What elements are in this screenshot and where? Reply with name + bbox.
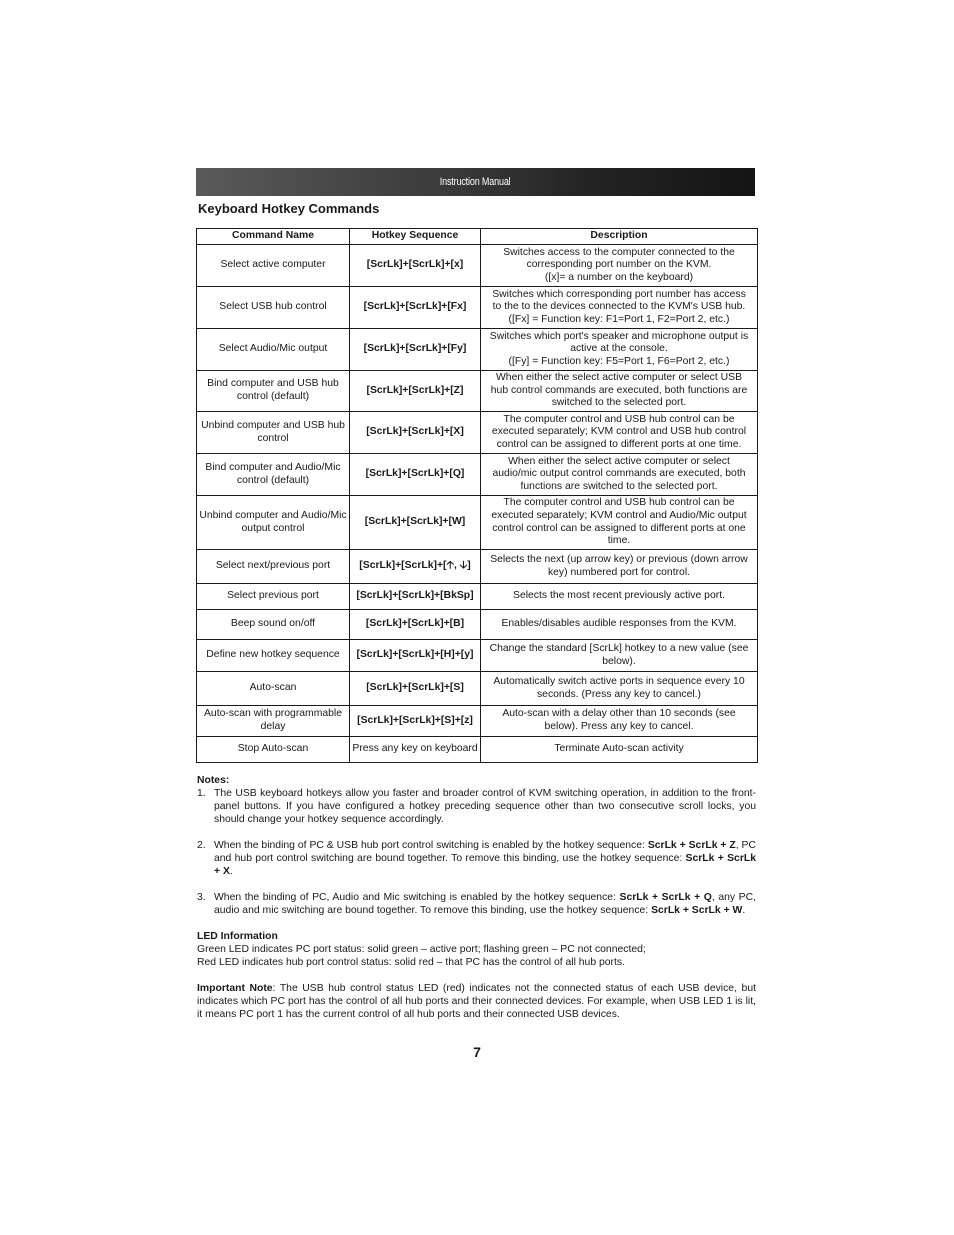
hotkey-sequence: [ScrLk]+[ScrLk]+[B] (350, 610, 481, 640)
desc-line: Selects the most recent previously active port. (513, 590, 725, 602)
desc-line: Switches which corresponding port number has access (492, 288, 746, 300)
description (481, 737, 758, 763)
table-row (197, 640, 758, 672)
description (481, 584, 758, 610)
desc-line: hub control commands are executed, both functions are (490, 384, 748, 396)
hotkey-sequence: [ScrLk]+[ScrLk]+[Q] (350, 454, 481, 496)
notes-heading: Notes: (197, 775, 230, 786)
desc-line: switched to the selected port. (551, 397, 687, 409)
hotkey-bold: ScrLk + ScrLk + Z (647, 840, 736, 851)
command-name: Stop Auto-scan (197, 737, 350, 763)
desc-line: ([Fy] = Function key: F5=Port 1, F6=Port 2, etc.) (508, 355, 730, 367)
desc-line: executed separately; KVM control and USB hub control (491, 426, 747, 438)
led-line-green: Green LED indicates PC port status: solid green – active port; flashing green – PC not connected; (197, 944, 646, 955)
command-name: Unbind computer and Audio/Mic output control (197, 496, 350, 550)
column-header-command: Command Name (197, 229, 350, 245)
description (481, 245, 758, 287)
desc-line: functions are switched to the selected port. (520, 480, 718, 492)
hotkey-suffix: ] (467, 560, 471, 572)
column-header-hotkey: Hotkey Sequence (350, 229, 481, 245)
table-row (197, 550, 758, 584)
hotkey-sequence: [ScrLk]+[ScrLk]+[H]+[y] (350, 640, 481, 672)
hotkey-bold: ScrLk + ScrLk + X (214, 853, 756, 877)
description (481, 640, 758, 672)
hotkey-sequence: Press any key on keyboard (350, 737, 481, 763)
important-note (197, 982, 756, 1021)
desc-line: below). Press any key to cancel. (544, 721, 694, 732)
note-item (197, 891, 756, 917)
page-number: 7 (473, 1044, 481, 1060)
desc-line: ([x]= a number on the keyboard) (544, 271, 694, 283)
desc-line: The computer control and USB hub control can be (503, 413, 735, 425)
table-row (197, 610, 758, 640)
hotkey-sequence: [ScrLk]+[ScrLk]+[BkSp] (350, 584, 481, 610)
desc-line: key) numbered port for control. (547, 566, 691, 578)
hotkey-sequence: [ScrLk]+[ScrLk]+[Z] (350, 371, 481, 412)
description (481, 287, 758, 329)
column-header-description: Description (481, 229, 758, 245)
description (481, 329, 758, 371)
section-title: Keyboard Hotkey Commands (198, 201, 380, 216)
desc-line: Change the standard [ScrLk] hotkey to a new value (see (489, 642, 749, 654)
desc-line: time. (607, 535, 631, 547)
description (481, 550, 758, 584)
table-row (197, 737, 758, 763)
command-name: Auto-scan with programmable delay (197, 706, 350, 737)
desc-line: Automatically switch active ports in sequence every 10 (493, 675, 745, 687)
desc-line: Enables/disables audible responses from the KVM. (501, 618, 737, 630)
desc-line: ([Fx] = Function key: F1=Port 1, F2=Port 2, etc.) (508, 313, 730, 325)
up-arrow-icon: 🡡 (446, 560, 454, 572)
desc-line: control can be assigned to different ports at one time. (496, 438, 742, 450)
desc-line: active at the console. (570, 343, 668, 355)
note-item (197, 839, 756, 878)
table-row (197, 454, 758, 496)
table-row (197, 672, 758, 706)
command-name: Define new hotkey sequence (197, 640, 350, 672)
hotkey-table (196, 228, 758, 763)
table-row (197, 412, 758, 454)
note-text-part: When the binding of PC, Audio and Mic switching is enabled by the hotkey sequence: (214, 892, 620, 903)
command-name: Select active computer (197, 245, 350, 287)
command-name: Unbind computer and USB hub control (197, 412, 350, 454)
note-number: 1. (197, 788, 206, 799)
command-name: Bind computer and Audio/Mic control (default) (197, 454, 350, 496)
desc-line: seconds. (Press any key to cancel.) (536, 688, 701, 700)
desc-line: below). (602, 655, 636, 667)
desc-line: When either the select active computer or select USB (495, 372, 743, 384)
down-arrow-icon: 🡣 (459, 560, 468, 572)
note-text: The USB keyboard hotkeys allow you faster and broader control of KVM switching operation, in addition to the front-panel buttons. If you have configured a hotkey preceding sequence other than two consecutive scroll locks, you should change your hotkey sequence accordingly. (214, 788, 756, 825)
desc-line: audio/mic output control commands are executed, both (492, 468, 746, 480)
hotkey-sequence: [ScrLk]+[ScrLk]+[W] (350, 496, 481, 550)
table-row (197, 287, 758, 329)
description (481, 454, 758, 496)
command-name: Auto-scan (197, 672, 350, 706)
table-row (197, 245, 758, 287)
table-row (197, 496, 758, 550)
note-text-part: When the binding of PC & USB hub port control switching is enabled by the hotkey sequence: (214, 840, 648, 851)
note-text-part: , any PC, audio and mic switching are bound together. To remove this binding, use the hotkey sequence: (214, 892, 756, 916)
note-text (214, 839, 756, 878)
desc-line: executed separately; KVM control and Audio/Mic output (491, 509, 747, 521)
table-row (197, 584, 758, 610)
desc-line: corresponding port number on the KVM. (526, 259, 712, 271)
description (481, 610, 758, 640)
note-text-part: . (742, 905, 746, 916)
description (481, 706, 758, 737)
hotkey-sequence (350, 550, 481, 584)
hotkey-bold: ScrLk + ScrLk + W (651, 905, 743, 916)
note-text (214, 891, 756, 917)
description (481, 371, 758, 412)
command-name: Beep sound on/off (197, 610, 350, 640)
header-banner (196, 168, 755, 196)
hotkey-sequence: [ScrLk]+[ScrLk]+[X] (350, 412, 481, 454)
hotkey-sequence: [ScrLk]+[ScrLk]+[x] (350, 245, 481, 287)
table-row (197, 371, 758, 412)
desc-line: Switches access to the computer connected to the (503, 246, 735, 258)
notes-section (197, 774, 756, 1021)
hotkey-sequence: [ScrLk]+[ScrLk]+[S] (350, 672, 481, 706)
banner-title: Instruction Manual (440, 176, 511, 188)
command-name: Select next/previous port (197, 550, 350, 584)
table-header-row (197, 229, 758, 245)
desc-line: The computer control and USB hub control can be (503, 497, 735, 509)
command-name: Select previous port (197, 584, 350, 610)
hotkey-bold: ScrLk + ScrLk + Q (619, 892, 712, 903)
command-name: Bind computer and USB hub control (default) (197, 371, 350, 412)
command-name: Select USB hub control (197, 287, 350, 329)
led-heading: LED Information (197, 931, 278, 942)
table-row (197, 706, 758, 737)
note-item (197, 787, 756, 826)
note-text-part: , PC and hub port control switching are bound together. To remove this binding, use the hotkey sequence: (214, 840, 756, 864)
description (481, 496, 758, 550)
desc-line: Terminate Auto-scan activity (554, 743, 684, 755)
desc-line: Switches which port's speaker and microphone output is (489, 330, 749, 342)
important-note-text: : The USB hub control status LED (red) indicates not the connected status of each USB device, but indicates which PC port has the control of all hub ports and their connected devices. For example, when USB LED 1 is lit, it means PC port 1 has the current control of all hub ports and their connected USB devices. (197, 983, 756, 1020)
arrow-separator: , (453, 560, 460, 572)
hotkey-sequence: [ScrLk]+[ScrLk]+[S]+[z] (350, 706, 481, 737)
important-note-label: Important Note (197, 983, 273, 994)
led-line-red: Red LED indicates hub port control status: solid red – that PC has the control of all hub ports. (197, 957, 625, 968)
hotkey-prefix: [ScrLk]+[ScrLk]+[ (359, 560, 447, 572)
desc-line: control control can be assigned to different ports at one (492, 522, 746, 534)
hotkey-sequence: [ScrLk]+[ScrLk]+[Fy] (350, 329, 481, 371)
note-number: 2. (197, 840, 206, 851)
desc-line: Auto-scan with a delay other than 10 seconds (see (502, 708, 736, 720)
table-row (197, 329, 758, 371)
note-number: 3. (197, 892, 206, 903)
description (481, 672, 758, 706)
note-text-part: . (229, 866, 233, 877)
command-name: Select Audio/Mic output (197, 329, 350, 371)
description (481, 412, 758, 454)
desc-line: When either the select active computer or select (508, 455, 730, 467)
hotkey-sequence: [ScrLk]+[ScrLk]+[Fx] (350, 287, 481, 329)
desc-line: to the to the devices connected to the KVM's USB hub. (492, 301, 746, 313)
desc-line: Selects the next (up arrow key) or previous (down arrow (490, 553, 748, 565)
